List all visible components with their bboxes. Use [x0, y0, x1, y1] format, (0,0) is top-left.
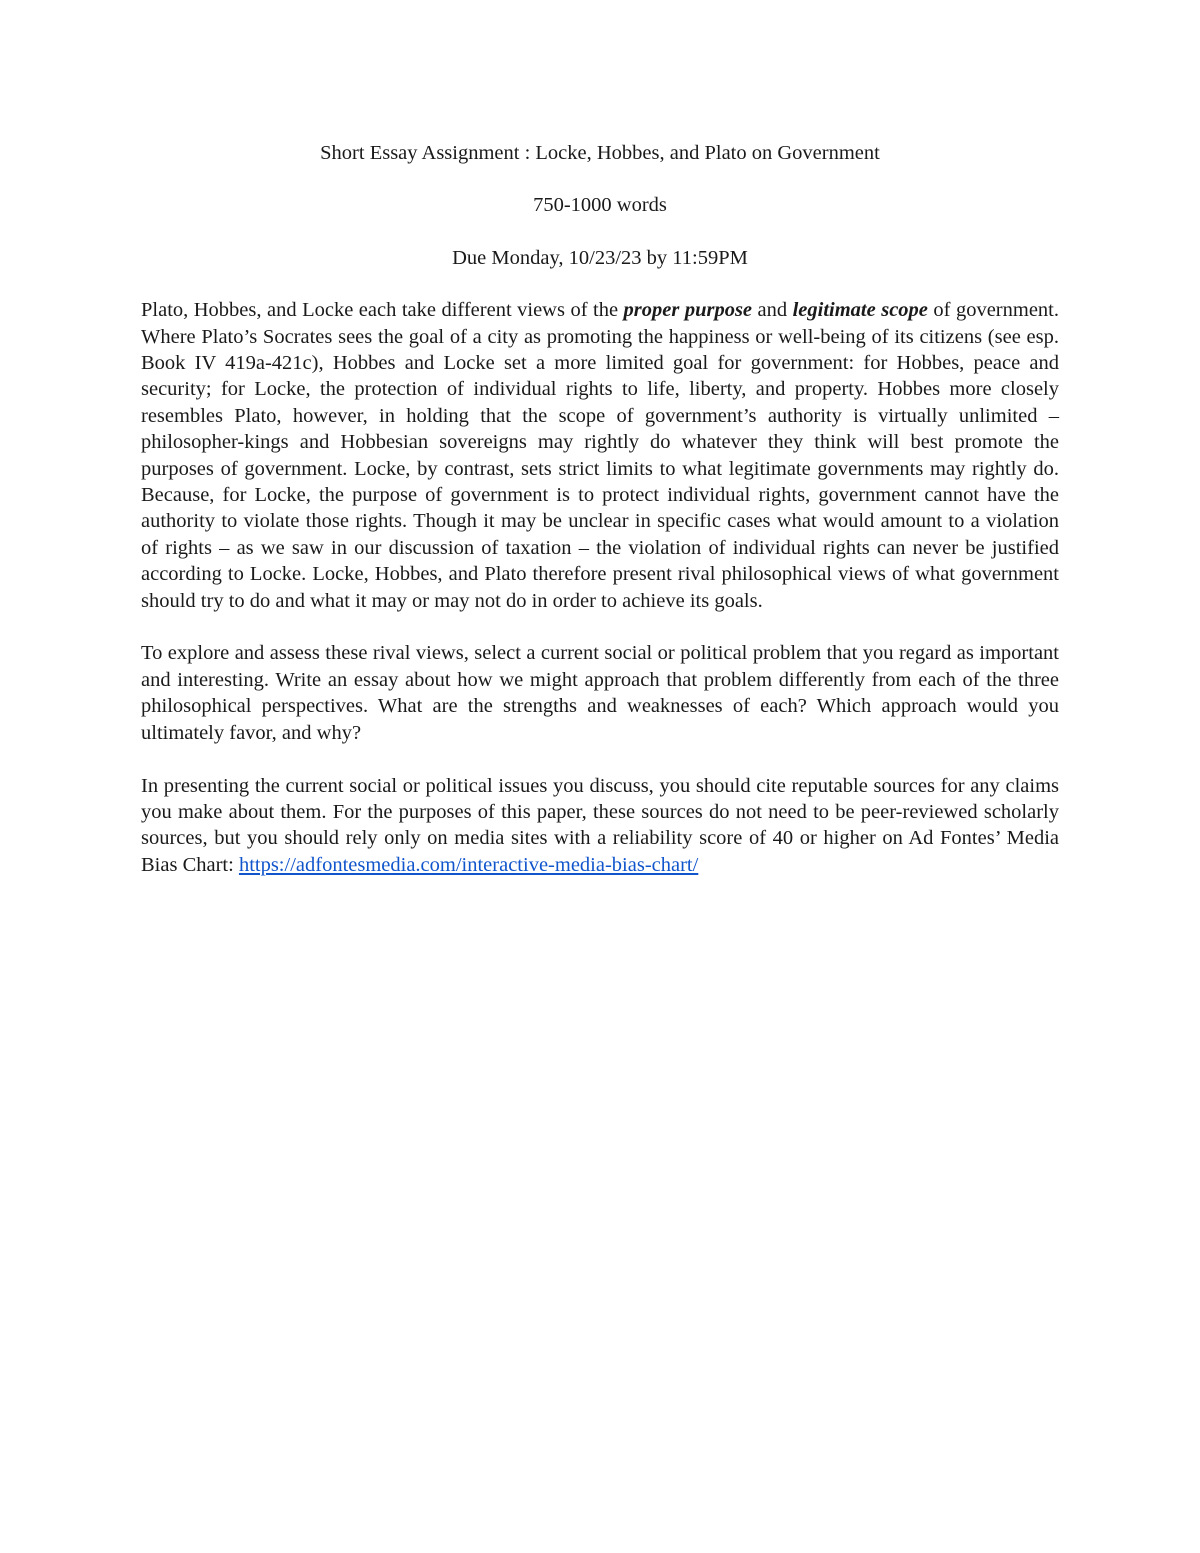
paragraph-intro-text-3: of government. Where Plato’s Socrates sees the goal of a city as promoting the happiness or well-being of its citizens (see esp. Book IV 419a-421c), Hobbes and Locke set a more limited goal for government: for Hobbes, peace and security; for Locke, the protection of individual rights to life, liberty, and property. Hobbes more closely resembles Plato, however, in holding that the scope of government’s authority is virtually unlimited – philosopher-kings and Hobbesian sovereigns may rightly do whatever they think will best promote the purposes of government. Locke, by contrast, sets strict limits to what legitimate governments may rightly do. Because, for Locke, the purpose of government is to protect individual rights, government cannot have the authority to violate those rights. Though it may be unclear in specific cases what would amount to a violation of rights – as we saw in our discussion of taxation – the violation of individual rights can never be justified according to Locke. Locke, Hobbes, and Plato therefore present rival philosophical views of what government should try to do and what it may or may not do in order to achieve its goals.	[141, 299, 1059, 612]
due-date: Due Monday, 10/23/23 by 11:59PM	[452, 246, 748, 269]
paragraph-task: To explore and assess these rival views, select a current social or political problem that you regard as important and interesting. Write an essay about how we might approach that problem differently from each of the three philosophical perspectives. What are the strengths and weaknesses of each? Which approach would you ultimately favor, and why?	[141, 642, 1059, 744]
word-count: 750-1000 words	[533, 194, 667, 217]
assignment-title: Short Essay Assignment : Locke, Hobbes, and Plato on Government	[320, 142, 880, 164]
paragraph-intro-text-1: Plato, Hobbes, and Locke each take different views of the	[141, 299, 624, 322]
emphasis-proper-purpose: proper purpose	[623, 299, 753, 322]
paragraph-sources	[141, 773, 1059, 879]
document-content	[141, 140, 1059, 905]
emphasis-legitimate-scope: legitimate scope	[792, 299, 928, 322]
paragraph-intro	[141, 297, 1059, 614]
paragraph-sources-text: In presenting the current social or political issues you discuss, you should cite reputable sources for any claims you make about them. For the purposes of this paper, these sources do not need to be peer-reviewed scholarly sources, but you should rely only on media sites with a reliability score of 40 or higher on Ad Fontes’ Media Bias Chart:	[141, 774, 1059, 876]
media-bias-chart-link[interactable]: https://adfontesmedia.com/interactive-media-bias-chart/	[238, 853, 699, 876]
paragraph-intro-text-2: and	[752, 299, 793, 322]
